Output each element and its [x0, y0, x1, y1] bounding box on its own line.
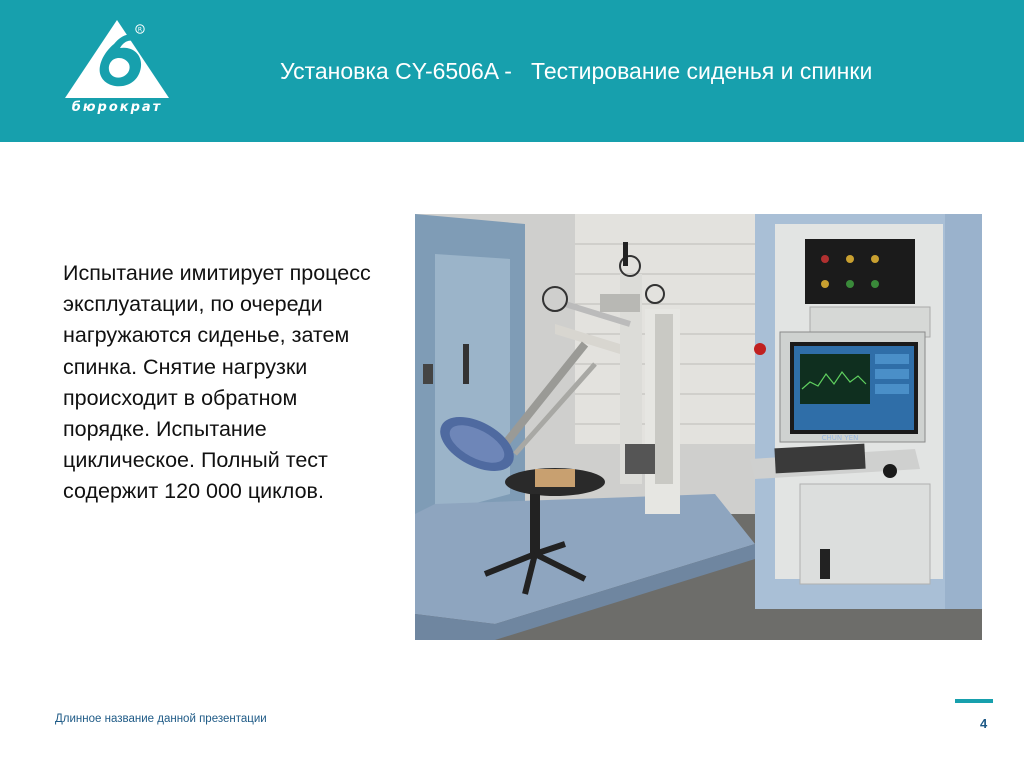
logo-triangle-icon: [62, 18, 172, 100]
header-bar: [0, 0, 1024, 142]
svg-text:R: R: [137, 26, 143, 34]
test-rig-photo: [415, 214, 982, 640]
burokrat-logo: [62, 18, 172, 122]
panel-brand-label: CHUN YEN: [821, 434, 859, 442]
presentation-name: Длинное название данной презентации: [55, 713, 267, 725]
slide-title: Установка CY-6506A - Тестирование сиденья и спинки: [280, 58, 873, 84]
logo-wordmark: бюрократ: [71, 100, 163, 115]
page-number: 4: [980, 716, 988, 731]
description-text: Испытание имитирует процесс эксплуатации, по очереди нагружаются сиденье, затем спинка. Снятие нагрузки происходит в обратном порядке. Испытание циклическое. Полный тест содержит 120 000 циклов.: [63, 261, 371, 504]
page-number-bar: [955, 699, 993, 703]
